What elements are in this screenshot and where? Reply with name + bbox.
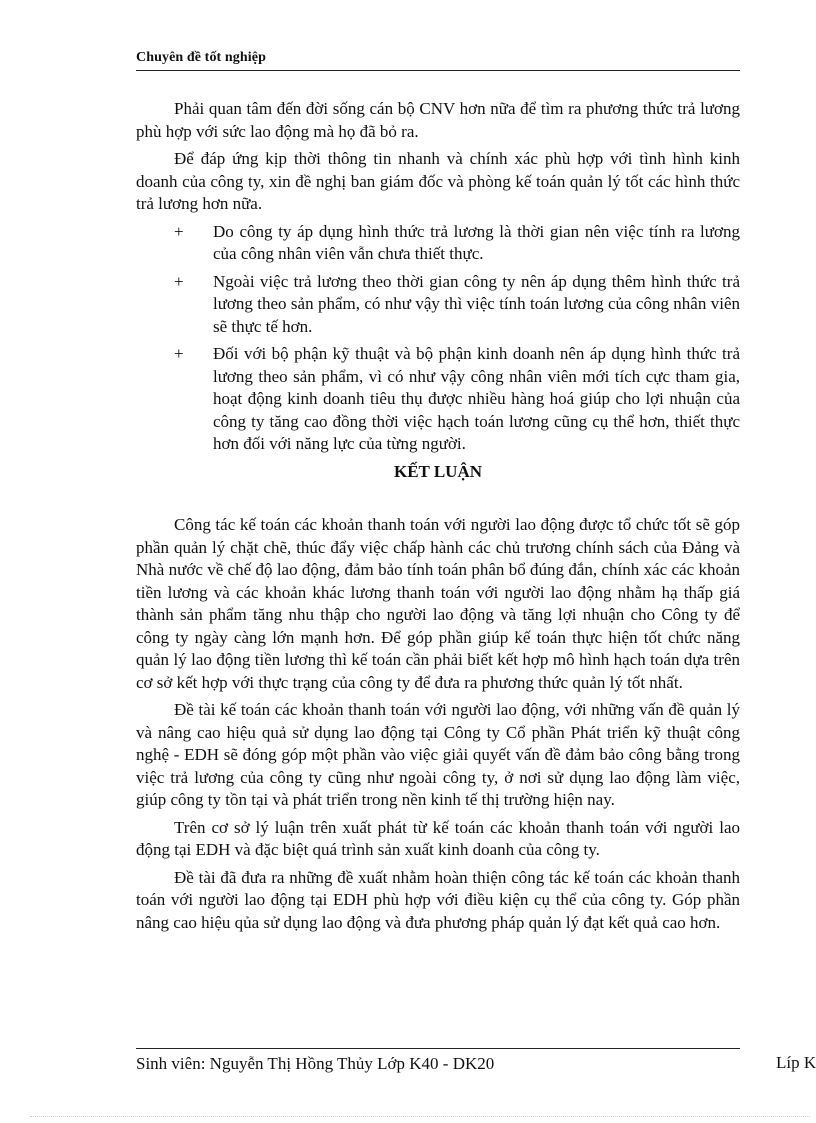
page-header <box>136 48 740 71</box>
conclusion-paragraph: Trên cơ sở lý luận trên xuất phát từ kế toán các khoản thanh toán với người lao động tại EDH và đặc biệt quá trình sản xuất kinh doanh của công ty. <box>136 817 740 859</box>
document-body <box>136 98 740 939</box>
list-item-text: Do công ty áp dụng hình thức trả lương là thời gian nên việc tính ra lương của công nhân viên vẫn chưa thiết thực. <box>213 221 740 263</box>
intro-paragraph: Để đáp ứng kịp thời thông tin nhanh và chính xác phù hợp với tình hình kinh doanh của công ty, xin đề nghị ban giám đốc và phòng kế toán quản lý tốt các hình thức trả lương hơn nữa. <box>136 149 740 213</box>
conclusion-paragraph: Đề tài đã đưa ra những đề xuất nhằm hoàn thiện công tác kế toán các khoản thanh toán với người lao động tại EDH phù hợp với điều kiện cụ thể của công ty. Góp phần nâng cao hiệu qủa sử dụng lao động và đưa phương pháp quản lý đạt kết quả cao hơn. <box>136 867 740 932</box>
intro-paragraph: Phải quan tâm đến đời sống cán bộ CNV hơn nữa để tìm ra phương thức trả lương phù hợp với sức lao động mà họ đã bỏ ra. <box>136 99 740 141</box>
list-item <box>136 221 740 266</box>
list-item-text: Ngoài việc trả lương theo thời gian công ty nên áp dụng thêm hình thức trả lương theo sản phẩm, có như vậy thì việc tính toán lương của công nhân viên sẽ thực tế hơn. <box>213 271 740 336</box>
footer-student-info: Sinh viên: Nguyễn Thị Hồng Thủy Lớp K40 - DK20 <box>136 1054 495 1073</box>
recommendation-list <box>136 221 740 456</box>
list-item <box>136 271 740 339</box>
bullet-mark: + <box>174 344 184 363</box>
bullet-mark: + <box>174 271 184 291</box>
page-bottom-edge <box>30 1116 810 1117</box>
header-title: Chuyên đề tốt nghiệp <box>136 50 266 65</box>
conclusion-paragraph: Công tác kế toán các khoản thanh toán với người lao động được tổ chức tốt sẽ góp phần quản lý chặt chẽ, thúc đẩy việc chấp hành các chủ trương chính sách của Đảng và Nhà nước về chế độ lao động, đảm bảo tính toán phân bổ đúng đắn, chính xác các khoản tiền lương và các khoản khác lương thanh toán với người lao động nhằm hạ thấp giá thành sản phẩm tăng nhu thập cho người lao động và tăng lợi nhuận cho Công ty để công ty ngày càng lớn mạnh hơn. Để góp phần giúp kế toán thực hiện tốt chức năng quản lý lao động tiền lương thì kế toán cần phải biết kết hợp mô hình hạch toán dựa trên cơ sở kết hợp với thực trạng của công ty để đưa ra phương thức quản lý tốt nhất. <box>136 515 740 692</box>
list-item-text: Đối với bộ phận kỹ thuật và bộ phận kinh doanh nên áp dụng hình thức trả lương theo sản phẩm, vì có như vậy công nhân viên mới tích cực tham gia, hoạt động kinh doanh tiêu thụ được nhiều hàng hoá giúp cho lợi nhuận của công ty tăng cao đồng thời việc hạch toán lương cũng cụ thể hơn, thiết thực hơn đối với năng lực của từng người. <box>213 344 740 453</box>
bullet-mark: + <box>174 221 184 241</box>
page-footer <box>136 1048 740 1075</box>
conclusion-paragraph: Đề tài kế toán các khoản thanh toán với người lao động, với những vấn đề quản lý và nâng cao hiệu quả sử dụng lao động tại Công ty Cổ phần Phát triển kỹ thuật công nghệ - EDH sẽ đóng góp một phần vào việc giải quyết vấn đề đảm bảo công bằng trong việc trả lương của công ty cũng như ngoài công ty, ở nơi sử dụng lao động làm việc, giúp công ty tồn tại và phát triển trong nền kinh tế thị trường hiện nay. <box>136 700 740 809</box>
list-item <box>136 343 740 456</box>
conclusion-title: KẾT LUẬN <box>393 461 482 481</box>
footer-right-text: Líp K <box>776 1053 816 1072</box>
